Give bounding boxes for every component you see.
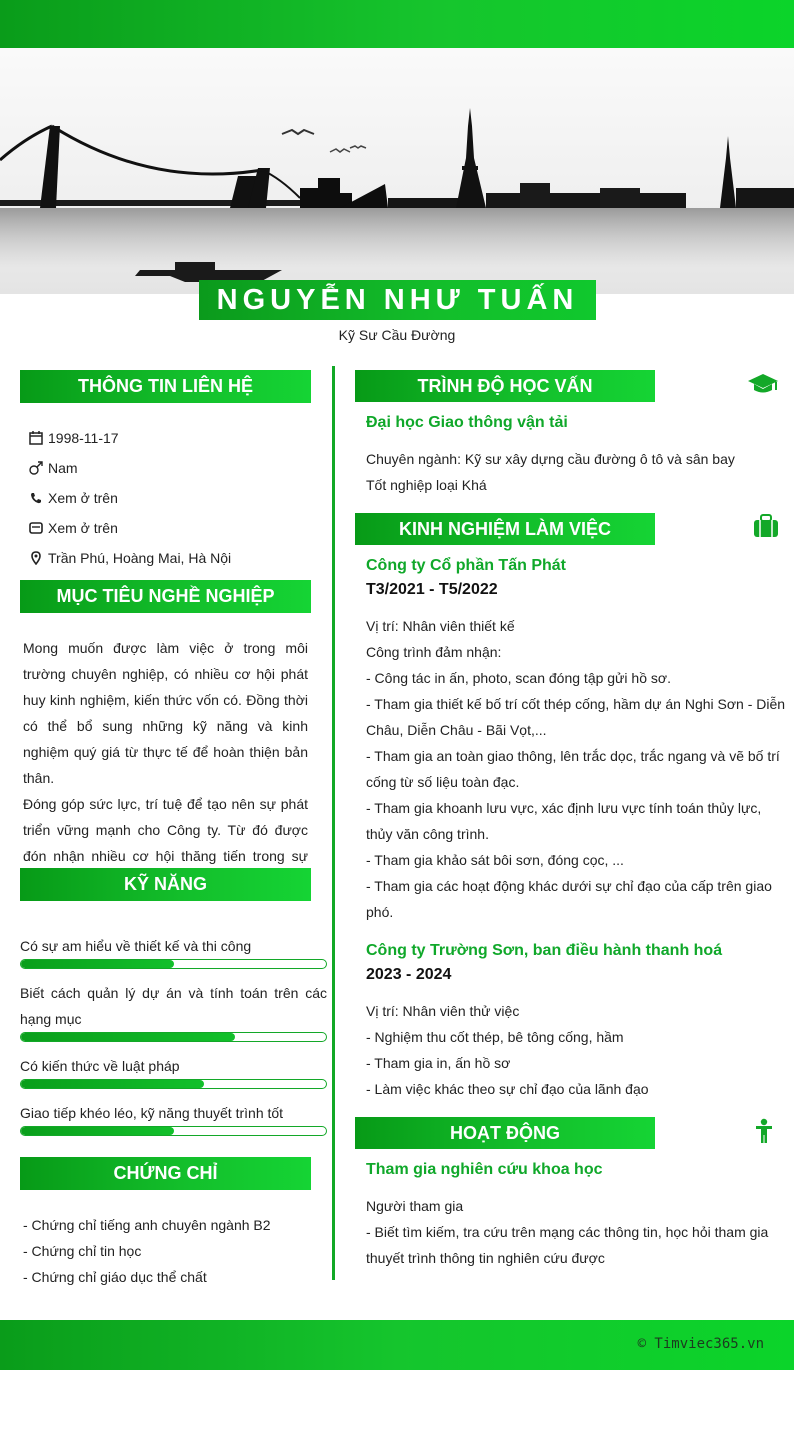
job-line: - Tham gia các hoạt động khác dưới sự chỉ đạo của cấp trên giao phó. [366,878,772,920]
objective-heading: MỤC TIÊU NGHỀ NGHIỆP [20,580,311,613]
address-value: Trần Phú, Hoàng Mai, Hà Nội [48,550,232,566]
job-line: Công trình đảm nhận: [366,644,502,660]
certificate-item: - Chứng chỉ tin học [23,1243,142,1259]
certificates-heading: CHỨNG CHỈ [20,1157,311,1190]
calendar-icon [28,430,44,446]
education-heading: TRÌNH ĐỘ HỌC VẤN [355,370,655,402]
top-bar [0,0,794,48]
gender-value: Nam [48,460,78,476]
job-period: 2023 - 2024 [366,966,452,983]
activity-line: Người tham gia [366,1198,464,1214]
education-grade: Tốt nghiệp loại Khá [366,477,487,493]
skill-progress-fill [21,1033,235,1041]
address-row [28,548,231,568]
job-line: - Công tác in ấn, photo, scan đóng tập gửi hồ sơ. [366,670,671,686]
copyright-text: © Timviec365.vn [637,1336,764,1352]
skill-label: Giao tiếp khéo léo, kỹ năng thuyết trình tốt [20,1105,284,1121]
skill-progress-fill [21,1080,204,1088]
location-pin-icon [28,550,44,566]
job-company: Công ty Trường Sơn, ban điều hành thanh hoá [366,942,723,959]
phone-icon [28,490,44,506]
objective-line-2: Đóng góp sức lực, trí tuệ để tạo nên sự phát triển vững mạnh cho Công ty. Từ đó được đón nhận nhiều cơ hội thăng tiến trong sự [23,796,308,864]
job-description [366,998,786,1102]
briefcase-icon [750,512,782,540]
job-line: - Nghiệm thu cốt thép, bê tông cống, hầm [366,1029,624,1045]
candidate-name: NGUYỄN NHƯ TUẤN [199,280,596,320]
school-name: Đại học Giao thông vận tải [366,414,568,431]
job-line: - Tham gia in, ấn hồ sơ [366,1055,511,1071]
skill-label: Có kiến thức về luật pháp [20,1058,180,1074]
person-icon [748,1117,780,1145]
skill-label: Có sự am hiểu về thiết kế và thi công [20,938,252,954]
certificate-item: - Chứng chỉ giáo dục thể chất [23,1269,207,1285]
education-major: Chuyên ngành: Kỹ sư xây dựng cầu đường ô tô và sân bay [366,451,735,467]
skills-heading: KỸ NĂNG [20,868,311,901]
graduation-cap-icon [747,370,779,398]
job-description [366,613,786,925]
footer-bar [0,1320,794,1370]
job-line: - Tham gia khảo sát bôi sơn, đóng cọc, ... [366,852,624,868]
activities-heading: HOẠT ĐỘNG [355,1117,655,1149]
job-line: - Tham gia thiết kế bố trí cốt thép cống, hầm dự án Nghi Sơn - Diễn Châu, Diễn Châu - Bãi Vọt,... [366,696,786,738]
skill-progress-bar [20,1126,327,1136]
skill-progress-fill [21,1127,174,1135]
skill-progress-bar [20,959,327,969]
email-icon [28,520,44,536]
skill-label: Biết cách quản lý dự án và tính toán trên các hạng mục [20,985,327,1027]
skyline-illustration [0,48,794,294]
phone-row [28,488,118,508]
column-divider [332,366,335,1280]
certificate-item: - Chứng chỉ tiếng anh chuyên ngành B2 [23,1217,271,1233]
experience-heading: KINH NGHIỆM LÀM VIỆC [355,513,655,545]
certificate-list [23,1212,313,1290]
job-company: Công ty Cổ phần Tấn Phát [366,557,566,574]
birthday-row [28,428,119,448]
activity-title: Tham gia nghiên cứu khoa học [366,1161,603,1178]
job-line: - Tham gia khoanh lưu vực, xác định lưu vực tính toán thủy lực, thủy văn công trình. [366,800,762,842]
email-value: Xem ở trên [48,520,118,536]
city-skyline-banner [0,48,794,294]
job-line: - Tham gia an toàn giao thông, lên trắc dọc, trắc ngang và vẽ bố trí cống từ số liệu toàn đạc. [366,748,780,790]
job-period: T3/2021 - T5/2022 [366,581,498,598]
email-row [28,518,118,538]
job-title: Kỹ Sư Cầu Đường [338,327,456,343]
job-line: Vị trí: Nhân viên thiết kế [366,618,515,634]
objective-line-1: Mong muốn được làm việc ở trong môi trường chuyên nghiệp, có nhiều cơ hội phát huy kinh nghiệm, kiến thức vốn có. Đồng thời có thể bổ sung những kỹ năng và kinh nghiệm quý giá từ thực tế để hoàn thiện bản thân. [23,640,308,786]
objective-text [23,635,308,895]
skill-progress-bar [20,1079,327,1089]
phone-value: Xem ở trên [48,490,118,506]
gender-icon [28,460,44,476]
activity-line: - Biết tìm kiếm, tra cứu trên mạng các thông tin, học hỏi tham gia thuyết trình thông tin nghiên cứu được [366,1224,769,1266]
activity-description [366,1193,786,1271]
skill-progress-fill [21,960,174,968]
skill-progress-bar [20,1032,327,1042]
contact-heading: THÔNG TIN LIÊN HỆ [20,370,311,403]
job-line: Vị trí: Nhân viên thử việc [366,1003,520,1019]
job-line: - Làm việc khác theo sự chỉ đạo của lãnh đạo [366,1081,649,1097]
birthday-value: 1998-11-17 [48,430,119,446]
education-details [366,446,786,498]
gender-row [28,458,78,478]
